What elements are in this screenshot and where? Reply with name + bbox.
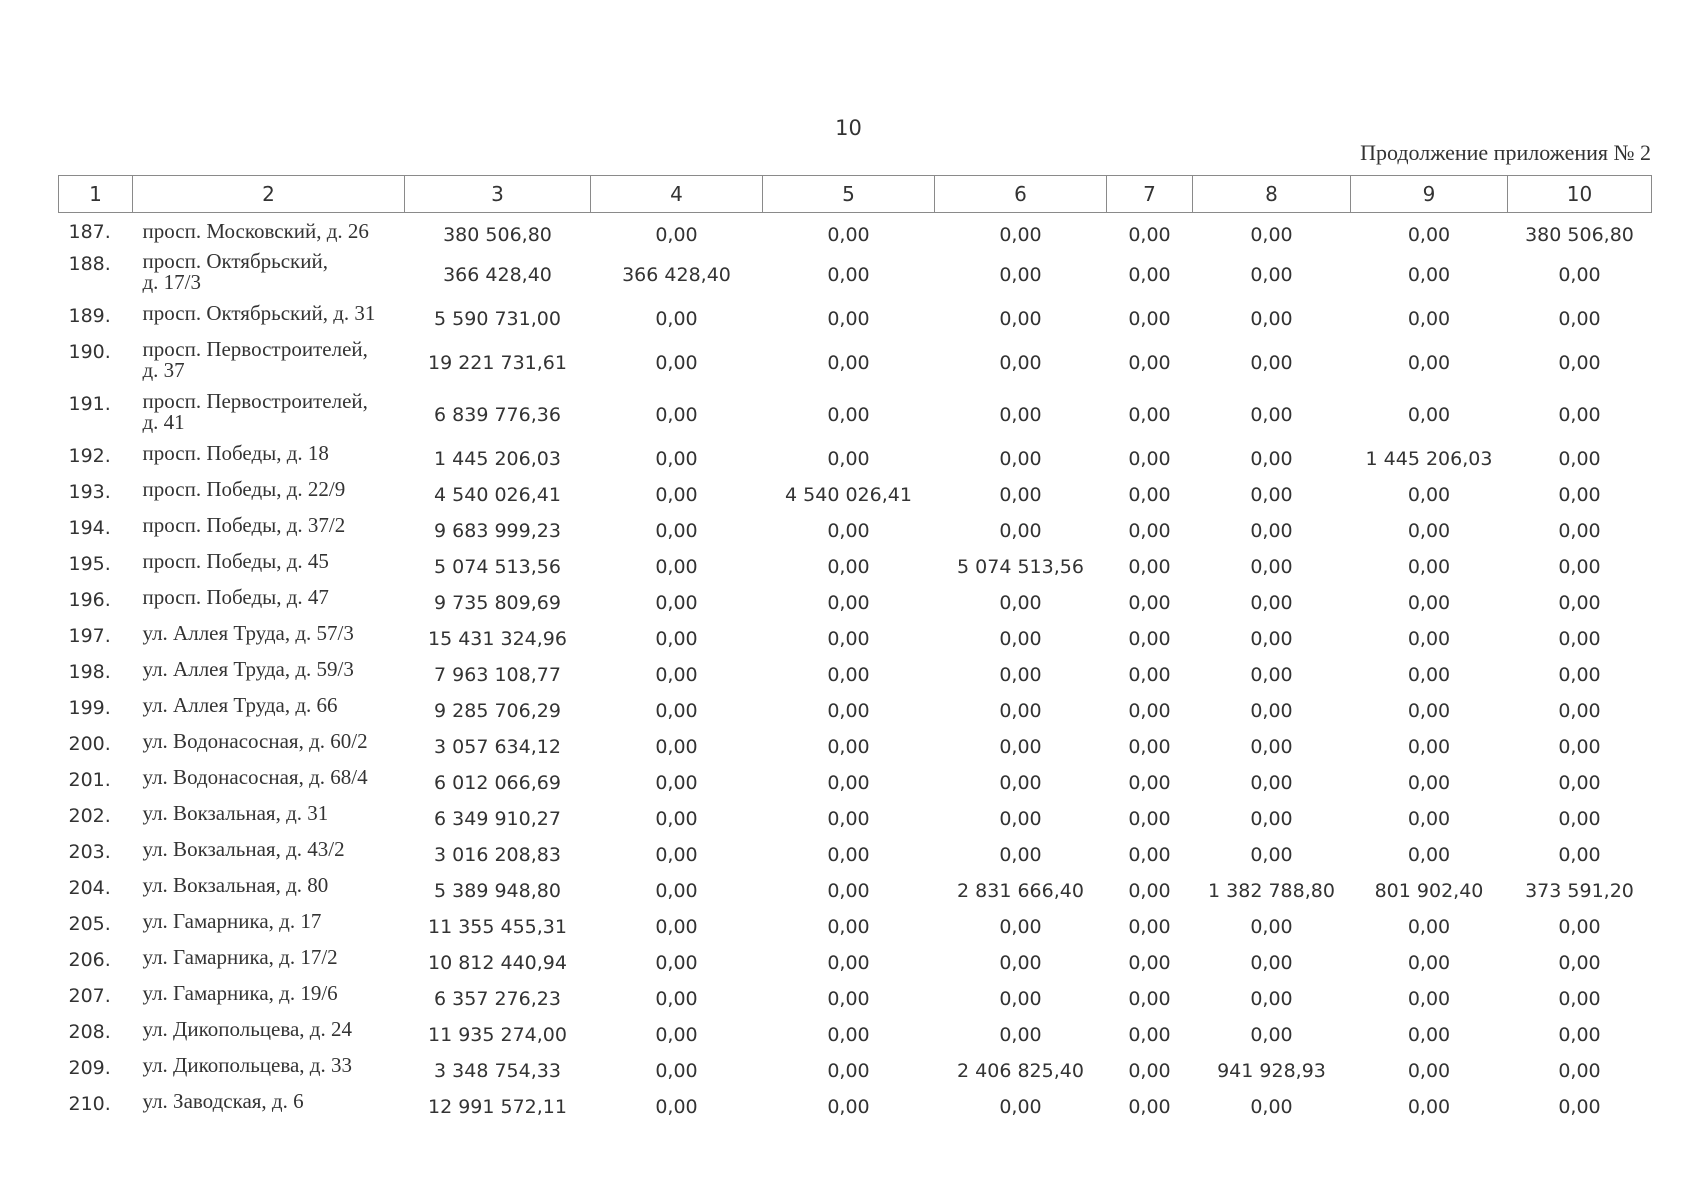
amount-cell: 0,00: [1128, 843, 1171, 866]
amount-cell: 0,00: [1250, 403, 1293, 426]
column-header: 2: [133, 176, 405, 213]
amount-cell: 7 963 108,77: [434, 663, 561, 686]
amount-cell: 0,00: [1128, 351, 1171, 374]
table-row: [59, 213, 1652, 249]
amount-cell: 0,00: [655, 307, 698, 330]
appendix-continuation-note: Продолжение приложения № 2: [1360, 140, 1651, 165]
row-number: 200.: [68, 732, 111, 755]
amount-cell: 0,00: [999, 699, 1042, 722]
address-cell: просп. Победы, д. 47: [142, 584, 329, 609]
amount-cell: 0,00: [827, 879, 870, 902]
amount-cell: 0,00: [1128, 699, 1171, 722]
column-header: 5: [763, 176, 935, 213]
amount-cell: 9 285 706,29: [434, 699, 561, 722]
table-row: [59, 837, 1652, 873]
row-number: 192.: [68, 444, 111, 467]
row-number: 195.: [68, 552, 111, 575]
amount-cell: 0,00: [1250, 735, 1293, 758]
amount-cell: 0,00: [655, 591, 698, 614]
amount-cell: 0,00: [999, 591, 1042, 614]
amount-cell: 0,00: [1250, 483, 1293, 506]
amount-cell: 0,00: [1250, 699, 1293, 722]
address-cell: ул. Водонасосная, д. 60/2: [142, 728, 368, 753]
amount-cell: 0,00: [1407, 843, 1451, 866]
amount-cell: 0,00: [999, 735, 1042, 758]
amount-cell: 0,00: [1128, 447, 1171, 470]
table-row: [59, 873, 1652, 909]
amount-cell: 801 902,40: [1374, 879, 1484, 902]
amount-cell: 0,00: [1128, 879, 1171, 902]
amount-cell: 0,00: [1407, 951, 1451, 974]
amount-cell: 5 590 731,00: [434, 307, 561, 330]
address-cell: ул. Аллея Труда, д. 66: [142, 692, 338, 717]
amount-cell: 0,00: [1128, 951, 1171, 974]
amount-cell: 0,00: [1407, 1095, 1451, 1118]
amount-cell: 0,00: [655, 987, 698, 1010]
amount-cell: 1 445 206,03: [1365, 447, 1493, 470]
amount-cell: 0,00: [1250, 263, 1293, 286]
amount-cell: 0,00: [1407, 307, 1451, 330]
amount-cell: 0,00: [1558, 1023, 1601, 1046]
amount-cell: 0,00: [827, 627, 870, 650]
amount-cell: 0,00: [655, 1095, 698, 1118]
amount-cell: 0,00: [1250, 915, 1293, 938]
row-number: 190.: [68, 340, 111, 363]
amount-cell: 0,00: [827, 351, 870, 374]
amount-cell: 0,00: [1407, 223, 1451, 246]
amount-cell: 0,00: [1128, 519, 1171, 542]
amount-cell: 0,00: [999, 307, 1042, 330]
address-cell: просп. Победы, д. 18: [142, 440, 329, 465]
amount-cell: 0,00: [1128, 735, 1171, 758]
row-number: 207.: [68, 984, 111, 1007]
address-cell: ул. Вокзальная, д. 31: [142, 800, 329, 825]
amount-cell: 0,00: [999, 447, 1042, 470]
row-number: 196.: [68, 588, 111, 611]
amount-cell: 0,00: [1250, 951, 1293, 974]
amount-cell: 0,00: [1407, 519, 1451, 542]
amount-cell: 0,00: [1558, 403, 1601, 426]
amount-cell: 19 221 731,61: [427, 351, 567, 374]
appendix-table: [58, 175, 1652, 1125]
column-header: 9: [1351, 176, 1508, 213]
table-row: [59, 693, 1652, 729]
amount-cell: 0,00: [1250, 1095, 1293, 1118]
amount-cell: 0,00: [1128, 771, 1171, 794]
amount-cell: 0,00: [1558, 735, 1601, 758]
row-number: 208.: [68, 1020, 111, 1043]
amount-cell: 0,00: [1250, 807, 1293, 830]
amount-cell: 0,00: [655, 663, 698, 686]
amount-cell: 0,00: [999, 403, 1042, 426]
row-number: 202.: [68, 804, 111, 827]
amount-cell: 6 012 066,69: [434, 771, 561, 794]
amount-cell: 5 074 513,56: [434, 555, 561, 578]
table-row: [59, 657, 1652, 693]
amount-cell: 0,00: [1128, 307, 1171, 330]
amount-cell: 0,00: [1250, 223, 1293, 246]
amount-cell: 11 355 455,31: [427, 915, 567, 938]
amount-cell: 9 735 809,69: [434, 591, 561, 614]
address-cell: просп. Победы, д. 45: [142, 548, 329, 573]
amount-cell: 0,00: [1407, 663, 1451, 686]
amount-cell: 0,00: [655, 699, 698, 722]
amount-cell: 0,00: [999, 1095, 1042, 1118]
table-row: [59, 909, 1652, 945]
amount-cell: 0,00: [1558, 555, 1601, 578]
amount-cell: 0,00: [827, 307, 870, 330]
amount-cell: 1 382 788,80: [1208, 879, 1335, 902]
amount-cell: 0,00: [1558, 307, 1601, 330]
amount-cell: 0,00: [655, 351, 698, 374]
amount-cell: 0,00: [1558, 519, 1601, 542]
address-cell: ул. Гамарника, д. 17/2: [142, 944, 338, 969]
address-cell: ул. Гамарника, д. 17: [142, 908, 322, 933]
amount-cell: 0,00: [1250, 627, 1293, 650]
amount-cell: 0,00: [999, 951, 1042, 974]
address-cell: ул. Вокзальная, д. 43/2: [142, 836, 345, 861]
address-cell: просп. Победы, д. 22/9: [142, 476, 346, 501]
amount-cell: 0,00: [827, 555, 870, 578]
amount-cell: 0,00: [1128, 1059, 1171, 1082]
table-row: [59, 981, 1652, 1017]
table-row: [59, 513, 1652, 549]
amount-cell: 0,00: [827, 447, 870, 470]
row-number: 199.: [68, 696, 111, 719]
row-number: 205.: [68, 912, 111, 935]
amount-cell: 0,00: [655, 1023, 698, 1046]
amount-cell: 0,00: [655, 915, 698, 938]
amount-cell: 366 428,40: [622, 263, 731, 286]
row-number: 206.: [68, 948, 111, 971]
table-row: [59, 1017, 1652, 1053]
address-cell: просп. Первостроителей, д. 37: [142, 336, 368, 382]
amount-cell: 0,00: [1407, 1059, 1451, 1082]
amount-cell: 0,00: [1558, 843, 1601, 866]
amount-cell: 0,00: [1558, 987, 1601, 1010]
amount-cell: 0,00: [999, 263, 1042, 286]
table-row: [59, 1053, 1652, 1089]
table-row: [59, 765, 1652, 801]
row-number: 187.: [68, 221, 111, 243]
amount-cell: 0,00: [1250, 591, 1293, 614]
address-cell: ул. Водонасосная, д. 68/4: [142, 764, 368, 789]
row-number: 188.: [68, 252, 111, 275]
amount-cell: 0,00: [827, 403, 870, 426]
amount-cell: 4 540 026,41: [434, 483, 561, 506]
amount-cell: 0,00: [1128, 591, 1171, 614]
amount-cell: 0,00: [1407, 351, 1451, 374]
amount-cell: 0,00: [1558, 483, 1601, 506]
amount-cell: 0,00: [1128, 1095, 1171, 1118]
amount-cell: 0,00: [655, 1059, 698, 1082]
amount-cell: 0,00: [1250, 663, 1293, 686]
amount-cell: 0,00: [999, 987, 1042, 1010]
amount-cell: 0,00: [655, 555, 698, 578]
amount-cell: 0,00: [1128, 663, 1171, 686]
amount-cell: 0,00: [1558, 263, 1601, 286]
amount-cell: 0,00: [999, 771, 1042, 794]
amount-cell: 0,00: [1250, 987, 1293, 1010]
amount-cell: 0,00: [1128, 807, 1171, 830]
amount-cell: 0,00: [655, 951, 698, 974]
amount-cell: 0,00: [1407, 915, 1451, 938]
amount-cell: 5 074 513,56: [957, 555, 1084, 578]
amount-cell: 2 831 666,40: [957, 879, 1084, 902]
amount-cell: 0,00: [999, 663, 1042, 686]
address-cell: ул. Аллея Труда, д. 59/3: [142, 656, 354, 681]
amount-cell: 0,00: [999, 915, 1042, 938]
amount-cell: 0,00: [1558, 663, 1601, 686]
amount-cell: 0,00: [655, 807, 698, 830]
amount-cell: 6 839 776,36: [434, 403, 561, 426]
row-number: 209.: [68, 1056, 111, 1079]
row-number: 204.: [68, 876, 111, 899]
address-cell: ул. Заводская, д. 6: [142, 1088, 304, 1113]
amount-cell: 0,00: [1407, 1023, 1451, 1046]
amount-cell: 15 431 324,96: [427, 627, 567, 650]
table-row: [59, 621, 1652, 657]
address-cell: ул. Аллея Труда, д. 57/3: [142, 620, 354, 645]
amount-cell: 0,00: [1250, 447, 1293, 470]
table-row: [59, 549, 1652, 585]
amount-cell: 0,00: [1407, 627, 1451, 650]
amount-cell: 0,00: [1558, 771, 1601, 794]
amount-cell: 0,00: [655, 403, 698, 426]
amount-cell: 0,00: [655, 519, 698, 542]
amount-cell: 0,00: [1558, 915, 1601, 938]
table-row: [59, 389, 1652, 441]
column-header: 10: [1508, 176, 1652, 213]
amount-cell: 0,00: [1558, 351, 1601, 374]
amount-cell: 0,00: [827, 843, 870, 866]
amount-cell: 380 506,80: [443, 223, 552, 246]
table-row: [59, 441, 1652, 477]
amount-cell: 0,00: [1128, 483, 1171, 506]
amount-cell: 0,00: [1250, 307, 1293, 330]
amount-cell: 0,00: [827, 1095, 870, 1118]
amount-cell: 0,00: [827, 519, 870, 542]
amount-cell: 0,00: [1407, 987, 1451, 1010]
amount-cell: 4 540 026,41: [785, 483, 912, 506]
amount-cell: 0,00: [1558, 1059, 1601, 1082]
amount-cell: 0,00: [999, 1023, 1042, 1046]
amount-cell: 0,00: [1128, 223, 1171, 246]
amount-cell: 0,00: [827, 1023, 870, 1046]
amount-cell: 0,00: [655, 447, 698, 470]
amount-cell: 0,00: [827, 663, 870, 686]
amount-cell: 0,00: [1558, 807, 1601, 830]
amount-cell: 0,00: [1250, 843, 1293, 866]
amount-cell: 12 991 572,11: [427, 1095, 567, 1118]
amount-cell: 0,00: [1558, 1095, 1601, 1118]
amount-cell: 0,00: [655, 627, 698, 650]
amount-cell: 0,00: [1250, 351, 1293, 374]
column-header: 1: [59, 176, 133, 213]
amount-cell: 0,00: [999, 223, 1042, 246]
table-row: [59, 301, 1652, 337]
amount-cell: 5 389 948,80: [434, 879, 561, 902]
amount-cell: 0,00: [999, 807, 1042, 830]
page-number: 10: [835, 116, 862, 140]
address-cell: ул. Вокзальная, д. 80: [142, 872, 329, 897]
table-row: [59, 249, 1652, 301]
amount-cell: 0,00: [827, 1059, 870, 1082]
amount-cell: 3 348 754,33: [434, 1059, 561, 1082]
amount-cell: 0,00: [1128, 915, 1171, 938]
amount-cell: 0,00: [827, 951, 870, 974]
amount-cell: 0,00: [1128, 263, 1171, 286]
amount-cell: 0,00: [827, 987, 870, 1010]
row-number: 210.: [68, 1092, 111, 1115]
address-cell: просп. Октябрьский, д. 17/3: [142, 248, 328, 294]
amount-cell: 0,00: [655, 735, 698, 758]
amount-cell: 0,00: [1558, 951, 1601, 974]
row-number: 189.: [68, 304, 111, 327]
column-header: 8: [1193, 176, 1351, 213]
amount-cell: 0,00: [827, 699, 870, 722]
amount-cell: 0,00: [827, 735, 870, 758]
amount-cell: 0,00: [827, 223, 870, 246]
amount-cell: 366 428,40: [443, 263, 552, 286]
amount-cell: 6 357 276,23: [434, 987, 561, 1010]
column-header: 3: [405, 176, 591, 213]
amount-cell: 941 928,93: [1217, 1059, 1326, 1082]
amount-cell: 0,00: [1407, 403, 1451, 426]
amount-cell: 0,00: [827, 591, 870, 614]
table-row: [59, 945, 1652, 981]
amount-cell: 6 349 910,27: [434, 807, 561, 830]
amount-cell: 0,00: [655, 483, 698, 506]
address-cell: просп. Октябрьский, д. 31: [142, 300, 376, 325]
amount-cell: 0,00: [999, 483, 1042, 506]
amount-cell: 373 591,20: [1525, 879, 1634, 902]
amount-cell: 0,00: [827, 263, 870, 286]
amount-cell: 0,00: [1128, 1023, 1171, 1046]
amount-cell: 380 506,80: [1525, 223, 1634, 246]
address-cell: ул. Дикопольцева, д. 24: [142, 1016, 352, 1041]
table-row: [59, 337, 1652, 389]
amount-cell: 2 406 825,40: [957, 1059, 1084, 1082]
amount-cell: 0,00: [1407, 483, 1451, 506]
row-number: 197.: [68, 624, 111, 647]
table-row: [59, 477, 1652, 513]
row-number: 193.: [68, 480, 111, 503]
amount-cell: 11 935 274,00: [427, 1023, 567, 1046]
row-number: 198.: [68, 660, 111, 683]
amount-cell: 0,00: [1558, 591, 1601, 614]
amount-cell: 0,00: [655, 879, 698, 902]
amount-cell: 0,00: [999, 519, 1042, 542]
amount-cell: 0,00: [1407, 699, 1451, 722]
address-cell: ул. Дикопольцева, д. 33: [142, 1052, 352, 1077]
address-cell: ул. Гамарника, д. 19/6: [142, 980, 338, 1005]
amount-cell: 0,00: [1407, 263, 1451, 286]
amount-cell: 0,00: [1250, 771, 1293, 794]
amount-cell: 0,00: [827, 771, 870, 794]
amount-cell: 0,00: [999, 351, 1042, 374]
table-row: [59, 1089, 1652, 1125]
column-header: 4: [591, 176, 763, 213]
header-row: [59, 176, 1652, 213]
amount-cell: 0,00: [1128, 627, 1171, 650]
amount-cell: 0,00: [1250, 519, 1293, 542]
row-number: 203.: [68, 840, 111, 863]
row-number: 201.: [68, 768, 111, 791]
amount-cell: 3 016 208,83: [434, 843, 561, 866]
address-cell: просп. Московский, д. 26: [142, 219, 369, 243]
amount-cell: 0,00: [655, 843, 698, 866]
table-row: [59, 585, 1652, 621]
amount-cell: 0,00: [655, 223, 698, 246]
amount-cell: 0,00: [1250, 1023, 1293, 1046]
amount-cell: 0,00: [827, 807, 870, 830]
amount-cell: 10 812 440,94: [427, 951, 567, 974]
amount-cell: 3 057 634,12: [434, 735, 561, 758]
row-number: 194.: [68, 516, 111, 539]
address-cell: просп. Первостроителей, д. 41: [142, 388, 368, 434]
amount-cell: 1 445 206,03: [434, 447, 561, 470]
amount-cell: 0,00: [1407, 591, 1451, 614]
amount-cell: 0,00: [999, 627, 1042, 650]
amount-cell: 0,00: [827, 915, 870, 938]
amount-cell: 0,00: [1407, 771, 1451, 794]
amount-cell: 0,00: [1128, 403, 1171, 426]
amount-cell: 0,00: [1128, 555, 1171, 578]
amount-cell: 0,00: [1250, 555, 1293, 578]
address-cell: просп. Победы, д. 37/2: [142, 512, 346, 537]
amount-cell: 0,00: [1558, 627, 1601, 650]
table-body: [59, 213, 1652, 1125]
row-number: 191.: [68, 392, 111, 415]
amount-cell: 0,00: [1407, 807, 1451, 830]
amount-cell: 0,00: [1558, 447, 1601, 470]
column-header: 7: [1107, 176, 1193, 213]
table-row: [59, 729, 1652, 765]
amount-cell: 0,00: [655, 771, 698, 794]
column-header: 6: [935, 176, 1107, 213]
amount-cell: 0,00: [1407, 735, 1451, 758]
amount-cell: 0,00: [1128, 987, 1171, 1010]
amount-cell: 0,00: [1558, 699, 1601, 722]
amount-cell: 0,00: [1407, 555, 1451, 578]
amount-cell: 0,00: [999, 843, 1042, 866]
amount-cell: 9 683 999,23: [434, 519, 561, 542]
table-row: [59, 801, 1652, 837]
